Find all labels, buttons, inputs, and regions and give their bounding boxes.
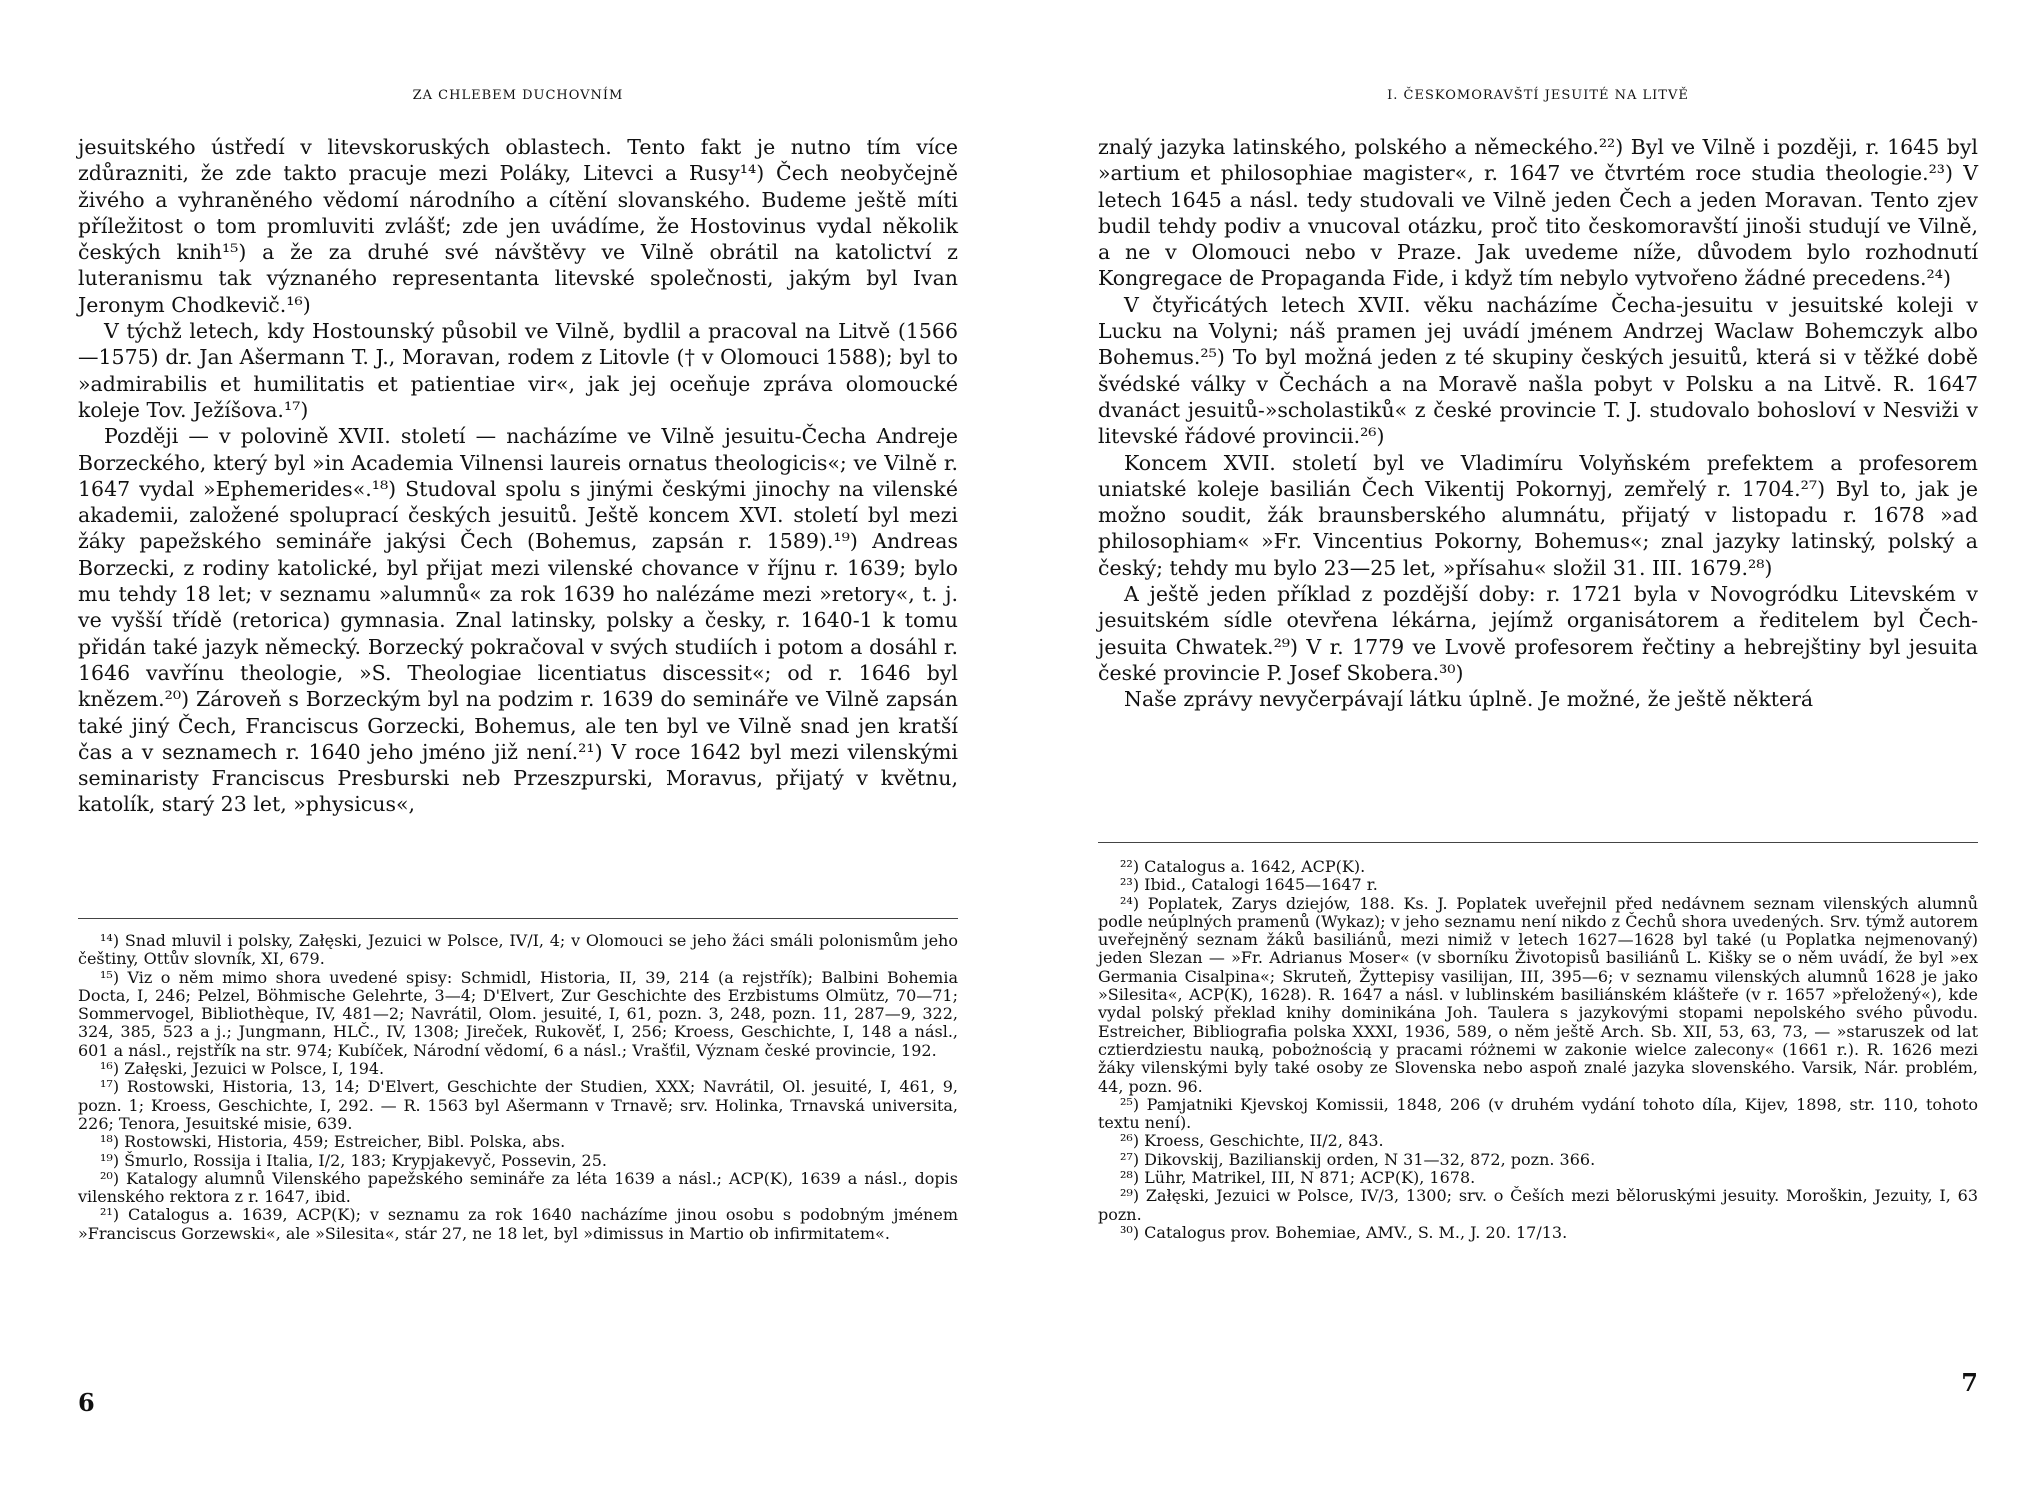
paragraph: A ještě jeden příklad z pozdější doby: r. 1721 byla v Novogródku Litevském v jesuitském sídle otevřena lékárna, jejímž organisátorem a ředitelem byl Čech-jesuita Chwatek.²⁹) V r. 1779 ve Lvově profesorem řečtiny a hebrejštiny byl jesuita české provincie P. Josef Skobera.³⁰) [1098,582,1978,685]
right-page [1098,0,1978,1500]
footnote: ²⁴) Poplatek, Zarys dziejów, 188. Ks. J. Poplatek uveřejnil před nedávnem seznam vilenských alumnů podle neúplných pramenů (Wykaz); v jeho seznamu není nikdo z Čechů shora uvedených. Srv. týmž autorem uveřejněný seznam žáků basiliánů, mezi nimiž v letech 1627—1628 byl také (u Poplatka nejmenovaný) jeden Slezan — »Fr. Adrianus Moser« (v sborníku Životopisů basiliánů L. Kišky se o něm uvádí, že byl »ex Germania Cisalpina«; Skruteň, Žyttepisy vasilijan, III, 395—6; v seznamu vilenských alumnů 1628 je jako »Silesita«, ACP(K), 1628). R. 1647 a násl. v lublinském basiliánském klášteře (v r. 1657 »přeložený«), kde vydal polský překlad knihy dominikána Joh. Taulera s jazykovými stopami nepolského svého původu. Estreicher, Bibliografia polska XXXI, 1936, 589, o něm ještě Arch. Sb. XII, 53, 63, 73, — »staruszek od lat cztierdziestu nauką, pobożnością y pracami różnemi w zakonie wielce zalecony« (1661 r.). R. 1626 mezi žáky vilenskými byly také osoby ze Slovenska nebo aspoň znalé jazyka slovenského. Varsik, Nár. problém, 44, pozn. 96. [1098,893,1978,1096]
footnote: ¹⁹) Šmurlo, Rossija i Italia, I/2, 183; Krypjakevyč, Possevin, 25. [100,1150,607,1170]
paragraph: Koncem XVII. století byl ve Vladimíru Volyňském prefektem a profesorem uniatské koleje basilián Čech Vikentij Pokornyj, zemřelý r. 1704.²⁷) Byl to, jak je možno soudit, žák braunsberského alumnátu, přijatý v listopadu r. 1678 »ad philosophiam« »Fr. Vincentius Pokorny, Bohemus«; znal jazyky latinský, polský a český; tehdy mu bylo 23—25 let, »přísahu« složil 31. III. 1679.²⁸) [1098,450,1978,580]
left-page [78,0,958,1500]
body-text-left [78,134,958,818]
paragraph: V týchž letech, kdy Hostounský působil ve Vilně, bydlil a pracoval na Litvě (1566—1575) dr. Jan Ašermann T. J., Moravan, rodem z Litovle († v Olomouci 1588); byl to »admirabilis et humilitatis et patientiae vir«, jak jej oceňuje zpráva olomoucké koleje Tov. Ježíšova.¹⁷) [78,319,958,422]
footnote: ²⁰) Katalogy alumnů Vilenského papežského semináře za léta 1639 a násl.; ACP(K), 1639 a násl., dopis vilenského rektora z r. 1647, ibid. [78,1168,958,1207]
footnote: ¹⁶) Załęski, Jezuici w Polsce, I, 194. [100,1059,385,1079]
paragraph: Později — v polovině XVII. století — nacházíme ve Vilně jesuitu-Čecha Andreje Borzeckého, který byl »in Academia Vilnensi laureis ornatus theologicis«; ve Vilně r. 1647 vydal »Ephemerides«.¹⁸) Studoval spolu s jinými českými jinochy na vilenské akademii, založené spoluprací českých jesuitů. Ještě koncem XVI. století byl mezi žáky papežského semináře jakýsi Čech (Bohemus, zapsán r. 1589).¹⁹) Andreas Borzecki, z rodiny katolické, byl přijat mezi vilenské chovance v říjnu r. 1639; bylo mu tehdy 18 let; v seznamu »alumnů« za rok 1639 ho nalézáme mezi »retory«, t. j. ve vyšší třídě (retorica) gymnasia. Znal latinsky, polsky a česky, r. 1640-1 k tomu přidán také jazyk německý. Borzecký pokračoval v svých studiích i potom a dosáhl r. 1646 vavřínu theologie, »S. Theologiae licentiatus discessit«; od r. 1646 byl knězem.²⁰) Zároveň s Borzeckým byl na podzim r. 1639 do semináře ve Vilně zapsán také jiný Čech, Franciscus Gorzecki, Bohemus, ale ten byl ve Vilně snad jen kratší čas a v seznamech r. 1640 jeho jméno již není.²¹) V roce 1642 byl mezi vilenskými seminaristy Franciscus Presburski neb Przeszpurski, Moravus, přijatý v květnu, katolík, starý 23 let, »physicus«, [78,424,958,817]
footnote: ¹⁸) Rostowski, Historia, 459; Estreicher, Bibl. Polska, abs. [100,1132,566,1152]
paragraph: Naše zprávy nevyčerpávají látku úplně. Je možné, že ještě některá [1124,687,1814,712]
footnote: ²⁹) Załęski, Jezuici w Polsce, IV/3, 1300; srv. o Češích mezi běloruskými jesuity. Moroškin, Jezuity, I, 63 pozn. [1098,1186,1978,1224]
running-head-right: I. ČESKOMORAVŠTÍ JESUITÉ NA LITVĚ [1387,88,1689,103]
footnotes-left [78,932,958,1243]
footnote-divider [1098,842,1978,843]
footnote: ²¹) Catalogus a. 1639, ACP(K); v seznamu za rok 1640 nacházíme jinou osobu s podobným jménem »Franciscus Gorzewski«, ale »Silesita«, stár 27, ne 18 let, byl »dimissus in Martio ob infirmitatem«. [78,1205,958,1243]
page-number: 6 [78,1388,95,1417]
running-head-left: ZA CHLEBEM DUCHOVNÍM [412,88,624,103]
footnote: ²⁵) Pamjatniki Kjevskoj Komissii, 1848, 206 (v druhém vydání tohoto díla, Kijev, 1898, str. 110, tohoto textu není). [1098,1094,1978,1133]
paragraph: jesuitského ústředí v litevskoruských oblastech. Tento fakt je nutno tím více zdůrazniti, že zde takto pracuje mezi Poláky, Litevci a Rusy¹⁴) Čech neobyčejně živého a vyhraněného vědomí národního a cítění slovanského. Budeme ještě míti příležitost o tom promluviti zvlášť; zde jen uvádíme, že Hostovinus vydal několik českých knih¹⁵) a že za druhé své návštěvy ve Vilně obrátil na katolictví z luteranismu tak význaného representanta litevské společnosti, jakým byl Ivan Jeronym Chodkevič.¹⁶) [78,135,958,317]
footnote: ¹⁷) Rostowski, Historia, 13, 14; D'Elvert, Geschichte der Studien, XXX; Navrátil, Ol. jesuité, I, 461, 9, pozn. 1; Kroess, Geschichte, I, 292. — R. 1563 byl Ašermann v Trnavě; srv. Holinka, Trnavská universita, 226; Tenora, Jesuitské misie, 639. [78,1077,958,1133]
footnote: ²⁶) Kroess, Geschichte, II/2, 843. [1120,1131,1384,1151]
footnote: ²³) Ibid., Catalogi 1645—1647 r. [1120,875,1378,895]
footnote: ¹⁴) Snad mluvil i polsky, Załęski, Jezuici w Polsce, IV/I, 4; v Olomouci se jeho žáci smáli polonismům jeho češtiny, Ottův slovník, XI, 679. [78,931,958,969]
footnote-divider [78,918,958,919]
footnote: ²⁷) Dikovskij, Bazilianskij orden, N 31—32, 872, pozn. 366. [1120,1149,1596,1169]
footnote: ¹⁵) Viz o něm mimo shora uvedené spisy: Schmidl, Historia, II, 39, 214 (a rejstřík); Balbini Bohemia Docta, I, 246; Pelzel, Böhmische Gelehrte, 3—4; D'Elvert, Zur Geschichte des Erzbistums Olmütz, 70—71; Sommervogel, Bibliothèque, IV, 481—2; Navrátil, Olom. jesuité, I, 61, pozn. 3, 248, pozn. 11, 287—9, 322, 324, 385, 523 a j.; Jungmann, HLČ., IV, 1308; Jireček, Rukověť, I, 256; Kroess, Geschichte, I, 148 a násl., 601 a násl., rejstřík na str. 974; Kubíček, Národní vědomí, 6 a násl.; Vrašťil, Význam české provincie, 192. [78,967,958,1060]
body-text-right [1098,134,1978,713]
footnotes-right [1098,858,1978,1242]
paragraph: V čtyřicátých letech XVII. věku nacházíme Čecha-jesuitu v jesuitské koleji v Lucku na Volyni; náš pramen jej uvádí jménem Andrzej Waclaw Bohemczyk albo Bohemus.²⁵) To byl možná jeden z té skupiny českých jesuitů, která si v těžké době švédské války v Čechách a na Moravě našla pobyt v Polsku a na Litvě. R. 1647 dvanáct jesuitů-»scholastiků« z české provincie T. J. studovalo bohosloví v Nesviži v litevské řádové provincii.²⁶) [1098,292,1978,449]
footnote: ²²) Catalogus a. 1642, ACP(K). [1120,857,1366,876]
page-number: 7 [1961,1368,1978,1397]
footnote: ²⁸) Lühr, Matrikel, III, N 871; ACP(K), 1678. [1120,1168,1476,1188]
paragraph: znalý jazyka latinského, polského a německého.²²) Byl ve Vilně i později, r. 1645 byl »artium et philosophiae magister«, r. 1647 ve čtvrtém roce studia theologie.²³) V letech 1645 a násl. tedy studovali ve Vilně jeden Čech a jeden Moravan. Tento zjev budil tehdy podiv a vnucoval otázku, proč tito českomoravští jinoši studují ve Vilně, a ne v Olomouci nebo v Praze. Jak uvedeme níže, důvodem bylo rozhodnutí Kongregace de Propaganda Fide, i když tím nebylo vytvořeno žádné precedens.²⁴) [1098,135,1978,291]
footnote: ³⁰) Catalogus prov. Bohemiae, AMV., S. M., J. 20. 17/13. [1120,1222,1568,1242]
